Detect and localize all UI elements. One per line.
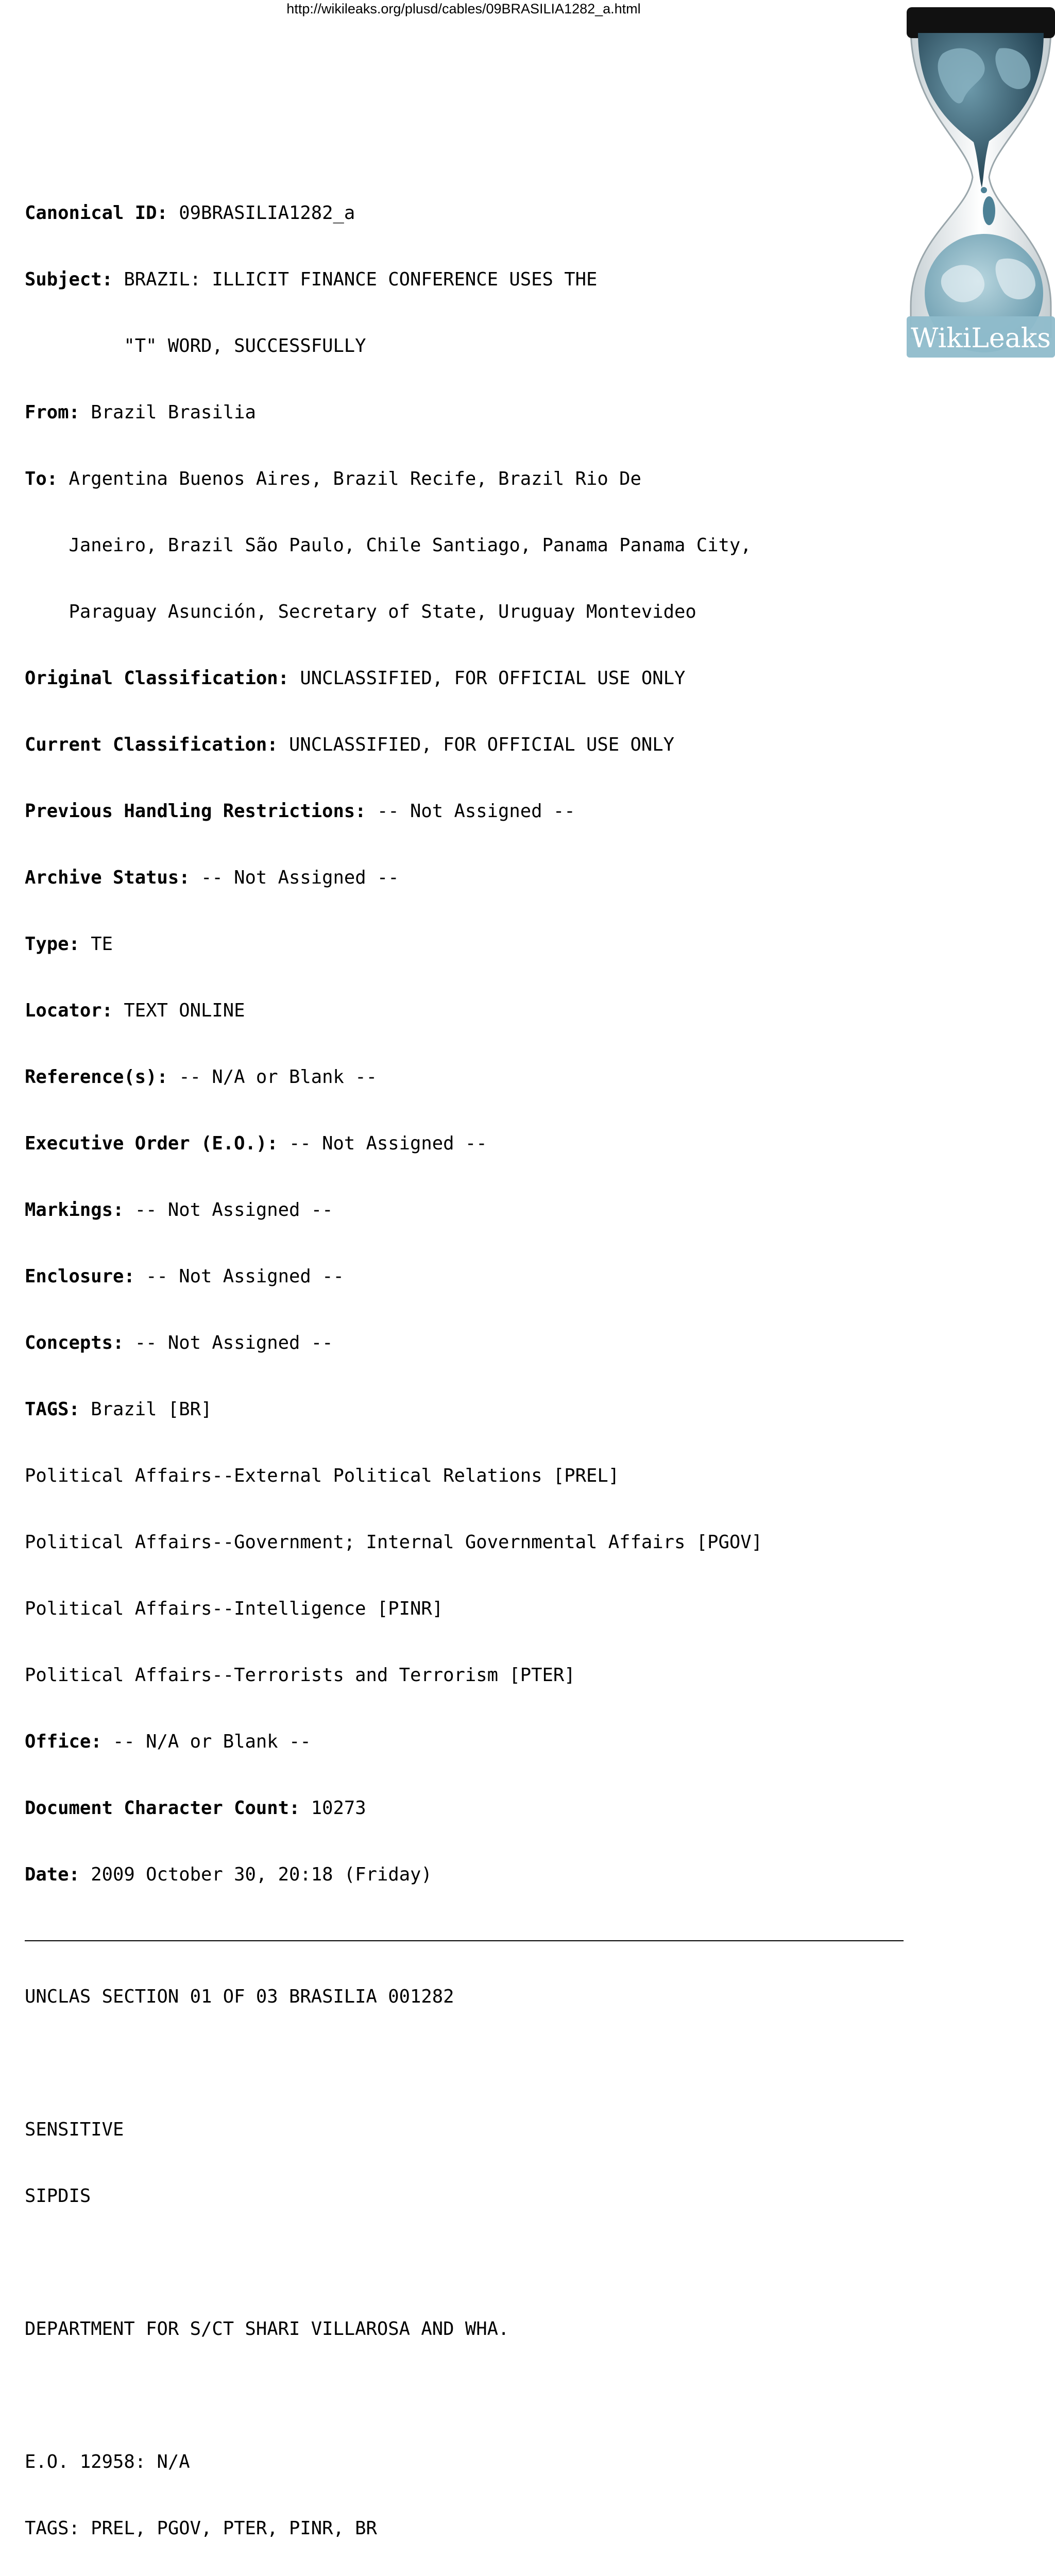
field-value: 09BRASILIA1282_a xyxy=(179,202,355,224)
field-label: Date: xyxy=(25,1864,80,1885)
field-value: UNCLASSIFIED, FOR OFFICIAL USE ONLY xyxy=(300,668,686,689)
field-label: Concepts: xyxy=(25,1332,124,1353)
field-label: From: xyxy=(25,402,80,423)
body-section-line: UNCLAS SECTION 01 OF 03 BRASILIA 001282 xyxy=(25,1986,454,2007)
field-value: -- Not Assigned -- xyxy=(134,1332,333,1353)
field-label: Previous Handling Restrictions: xyxy=(25,801,366,822)
field-value: -- Not Assigned -- xyxy=(146,1266,344,1287)
field-label: TAGS: xyxy=(25,1399,80,1420)
field-value: TEXT ONLINE xyxy=(124,1000,245,1021)
tag-item: Political Affairs--Terrorists and Terrorism [PTER] xyxy=(25,1665,575,1686)
field-label: Office: xyxy=(25,1731,102,1752)
field-label: Executive Order (E.O.): xyxy=(25,1133,278,1154)
divider xyxy=(25,1940,904,1941)
blank-line xyxy=(25,2052,904,2074)
field-label: Original Classification: xyxy=(25,668,289,689)
field-subject-continued: "T" WORD, SUCCESSFULLY xyxy=(25,335,366,357)
field-markings xyxy=(25,1199,904,1221)
field-from xyxy=(25,401,904,423)
field-type xyxy=(25,933,904,955)
field-label: Locator: xyxy=(25,1000,113,1021)
field-to-continued: Janeiro, Brazil São Paulo, Chile Santiago, Panama Panama City, xyxy=(25,535,752,556)
field-value: -- Not Assigned -- xyxy=(288,1133,487,1154)
field-archive-status xyxy=(25,867,904,889)
field-to xyxy=(25,468,904,490)
body-tags: TAGS: PREL, PGOV, PTER, PINR, BR xyxy=(25,2518,377,2539)
field-previous-handling xyxy=(25,800,904,822)
field-value: BRAZIL: ILLICIT FINANCE CONFERENCE USES THE xyxy=(124,269,598,290)
field-value: Brazil Brasilia xyxy=(91,402,256,423)
field-value: Argentina Buenos Aires, Brazil Recife, Brazil Rio De xyxy=(69,468,641,489)
wikileaks-logo xyxy=(907,7,1055,359)
field-label: Current Classification: xyxy=(25,734,278,755)
field-label: Markings: xyxy=(25,1199,124,1221)
field-label: Subject: xyxy=(25,269,113,290)
field-original-classification xyxy=(25,667,904,689)
field-office xyxy=(25,1731,904,1753)
blank-line xyxy=(25,2251,904,2274)
field-label: Enclosure: xyxy=(25,1266,135,1287)
field-enclosure xyxy=(25,1265,904,1287)
page-url: http://wikileaks.org/plusd/cables/09BRASILIA1282_a.html xyxy=(286,1,641,16)
blank-line xyxy=(25,2384,904,2406)
field-label: Canonical ID: xyxy=(25,202,168,224)
field-value: -- Not Assigned -- xyxy=(200,867,399,888)
field-value: UNCLASSIFIED, FOR OFFICIAL USE ONLY xyxy=(288,734,675,755)
field-label: Archive Status: xyxy=(25,867,190,888)
field-value: -- Not Assigned -- xyxy=(134,1199,333,1221)
field-value: 10273 xyxy=(311,1798,366,1819)
field-value: -- N/A or Blank -- xyxy=(179,1066,377,1088)
field-date xyxy=(25,1863,904,1886)
field-value: Brazil [BR] xyxy=(91,1399,212,1420)
field-label: Reference(s): xyxy=(25,1066,168,1088)
tag-item: Political Affairs--Government; Internal Governmental Affairs [PGOV] xyxy=(25,1532,762,1553)
field-value: -- Not Assigned -- xyxy=(377,801,575,822)
field-references xyxy=(25,1066,904,1088)
body-sipdis: SIPDIS xyxy=(25,2185,91,2207)
field-label: Document Character Count: xyxy=(25,1798,300,1819)
field-value: -- N/A or Blank -- xyxy=(113,1731,311,1752)
tag-item: Political Affairs--External Political Relations [PREL] xyxy=(25,1465,620,1486)
field-locator xyxy=(25,999,904,1022)
field-canonical-id xyxy=(25,202,904,224)
body-sensitive: SENSITIVE xyxy=(25,2119,124,2140)
field-concepts xyxy=(25,1332,904,1354)
wikileaks-logo-text: WikiLeaks xyxy=(911,323,1051,354)
body-department: DEPARTMENT FOR S/CT SHARI VILLAROSA AND WHA. xyxy=(25,2318,509,2340)
field-executive-order xyxy=(25,1132,904,1155)
wikileaks-hourglass-icon xyxy=(907,7,1055,359)
field-current-classification xyxy=(25,734,904,756)
field-to-continued: Paraguay Asunción, Secretary of State, Uruguay Montevideo xyxy=(25,601,696,622)
field-char-count xyxy=(25,1797,904,1819)
field-subject xyxy=(25,268,904,291)
field-tags xyxy=(25,1398,904,1420)
field-value: TE xyxy=(91,934,113,955)
field-value: 2009 October 30, 20:18 (Friday) xyxy=(91,1864,432,1885)
field-label: Type: xyxy=(25,934,80,955)
cable-document xyxy=(25,158,904,2576)
field-label: To: xyxy=(25,468,58,489)
body-eo: E.O. 12958: N/A xyxy=(25,2451,190,2472)
tag-item: Political Affairs--Intelligence [PINR] xyxy=(25,1598,444,1619)
